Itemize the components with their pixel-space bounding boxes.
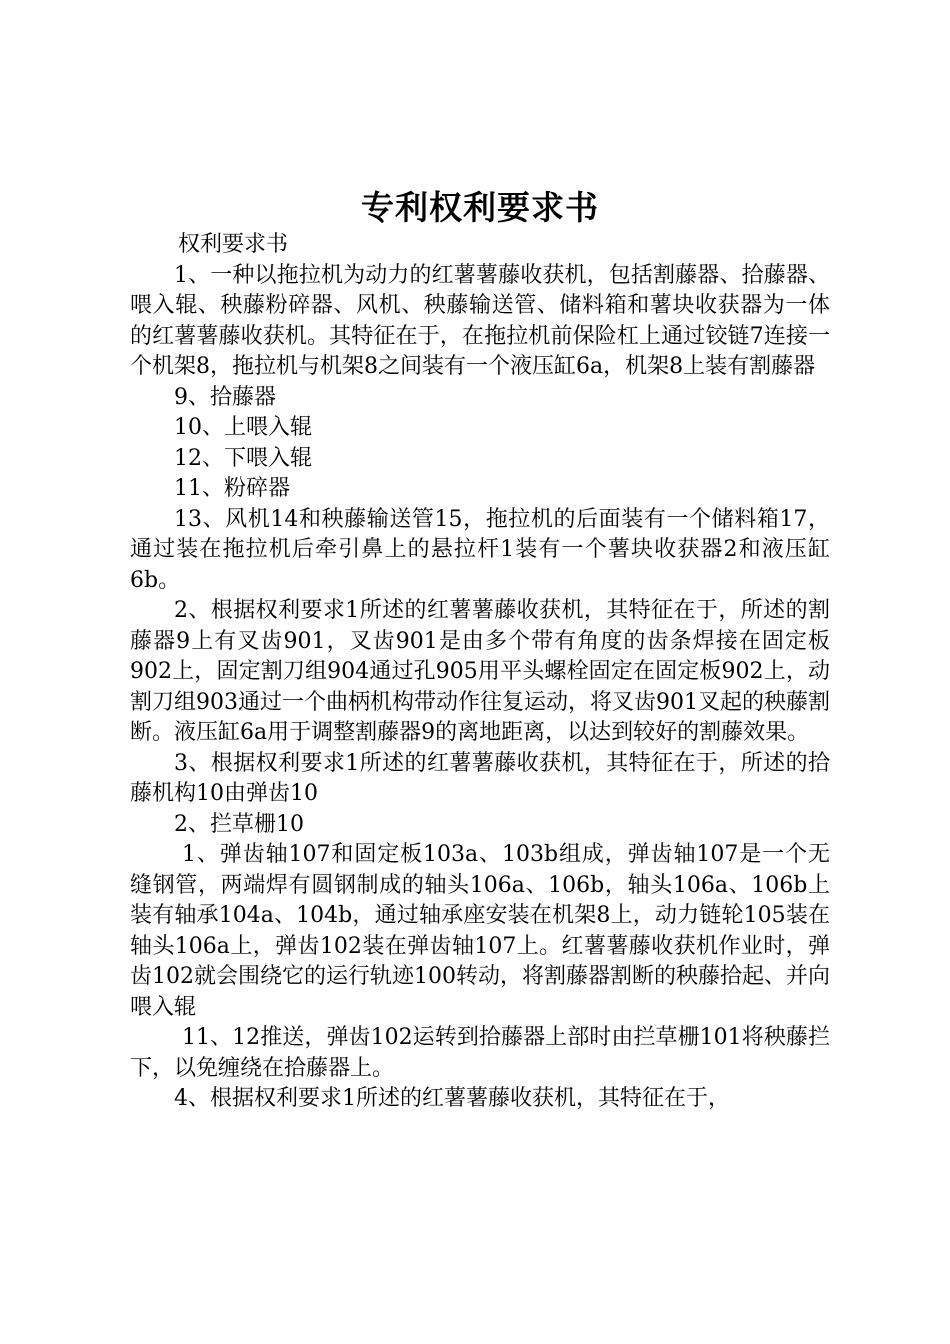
claim-paragraph: 2、根据权利要求1所述的红薯薯藤收获机，其特征在于，所述的割藤器9上有叉齿901，叉齿901是由多个带有角度的齿条焊接在固定板902上，固定割刀组904通过孔905用平头螺栓固定在固定板902上，动割刀组903通过一个曲柄机构带动作往复运动，将叉齿901叉起的秧藤割断。液压缸6a用于调整割藤器9的离地距离，以达到较好的割藤效果。 <box>130 598 830 745</box>
claim-paragraph: 11、粉碎器 <box>174 476 290 501</box>
claim-paragraph: 12、下喂入辊 <box>174 445 312 471</box>
claim-paragraph: 11、12推送，弹齿102运转到拾藤器上部时由拦草栅101将秧藤拦下，以免缠绕在拾藤器上。 <box>130 1025 830 1081</box>
claim-paragraph: 13、风机14和秧藤输送管15，拖拉机的后面装有一个储料箱17，通过装在拖拉机后牵引鼻上的悬拉杆1装有一个薯块收获器2和液压缸6b。 <box>130 506 830 593</box>
claim-paragraph: 10、上喂入辊 <box>174 415 312 440</box>
claim-paragraph: 3、根据权利要求1所述的红薯薯藤收获机，其特征在于，所述的拾藤机构10由弹齿10 <box>130 750 830 806</box>
section-heading: 权利要求书 <box>178 232 289 257</box>
document-title: 专利权利要求书 <box>361 188 599 227</box>
claim-paragraph: 2、拦草栅10 <box>174 811 304 837</box>
claim-paragraph: 9、拾藤器 <box>174 384 276 410</box>
document-body <box>130 230 830 1115</box>
claim-paragraph: 4、根据权利要求1所述的红薯薯藤收获机，其特征在于， <box>174 1086 730 1111</box>
claim-paragraph: 1、弹齿轴107和固定板103a、103b组成，弹齿轴107是一个无缝钢管，两端焊有圆钢制成的轴头106a、106b，轴头106a、106b上装有轴承104a、104b，通过轴承座安装在机架8上，动力链轮105装在轴头106a上，弹齿102装在弹齿轴107上。红薯薯藤收获机作业时，弹齿102就会围绕它的运行轨迹100转动，将割藤器割断的秧藤拾起、并向喂入辊 <box>130 842 830 1020</box>
claim-paragraph: 1、一种以拖拉机为动力的红薯薯藤收获机，包括割藤器、拾藤器、喂入辊、秧藤粉碎器、风机、秧藤输送管、储料箱和薯块收获器为一体的红薯薯藤收获机。其特征在于，在拖拉机前保险杠上通过铰链7连接一个机架8，拖拉机与机架8之间装有一个液压缸6a，机架8上装有割藤器 <box>130 262 830 379</box>
